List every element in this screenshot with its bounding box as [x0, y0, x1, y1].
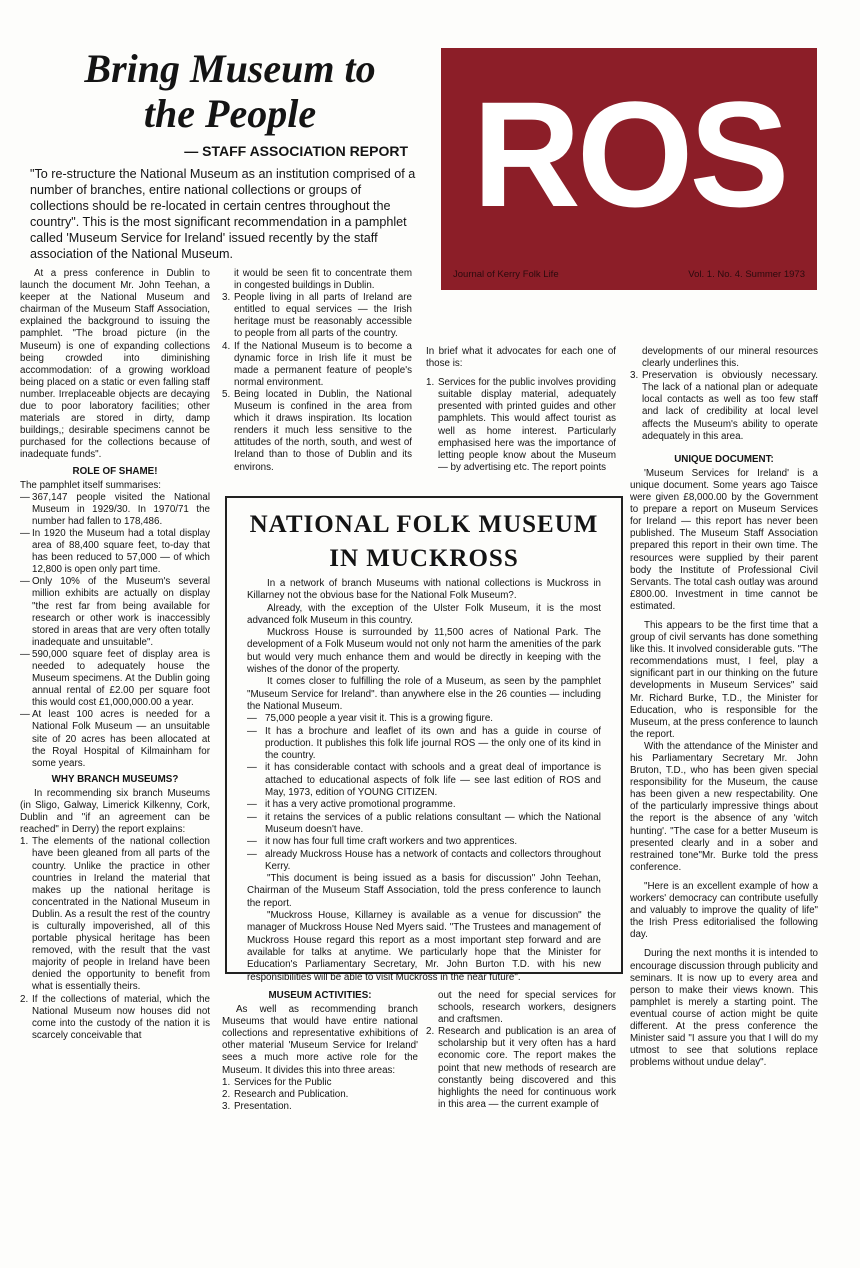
- role-of-shame-heading: ROLE OF SHAME!: [72, 465, 158, 477]
- activity-item: 3. Presentation.: [222, 1100, 292, 1112]
- unique-document-heading: UNIQUE DOCUMENT:: [674, 453, 774, 465]
- column-1: [20, 268, 210, 1042]
- unique-paragraph: With the attendance of the Minister and his Parliamentary Secretary Mr. John Bruton, T.D., who has been given special responsibility for the Museum, the cause has been given a new respectability. One of the particularly impressive things about the report is the absence of any 'witch hunting'. "The case for a better Museum is presented clearly and in a sober and restrained tone"Mr. Burke told the press conference.: [630, 740, 818, 873]
- masthead-title: ROS: [472, 70, 786, 238]
- box-list-item: — it retains the services of a public relations consultant — which the National Museum doesn't have.: [247, 811, 601, 835]
- area-item: 1. Services for the public involves providing suitable display material, adequately presented with printed guides and other pamphlets. This would affect tourist as well as home interest. Particularly emphasised here was the importance of letting people know about the Museum — by advertising etc. The report points: [426, 377, 616, 473]
- why-branch-museums-heading: WHY BRANCH MUSEUMS?: [51, 773, 179, 785]
- box-paragraph: "This document is being issued as a basis for discussion" John Teehan, Chairman of the Museum Staff Association, told the press conference to launch the report.: [247, 873, 601, 909]
- reason-item: 1. The elements of the national collection have been gleaned from all parts of the country. Unlike the practice in other countries in Ireland the material that makes up the national heritage is concentrated in the National Museum in Dublin. As a result the rest of the country is culturally impoverished, all of this portable physical heritage has been removed, with the result that the vast majority of people in Ireland have been denied the opportunity to benefit from what is essentially theirs.: [20, 836, 210, 993]
- intro-paragraph: "To re-structure the National Museum as an institution comprised of a number of branches, entire national collections or groups of collections should be re-located in certain centres throughout the country". This is the most significant recommendation in a pamphlet called 'Museum Service for Ireland' issued recently by the staff association of the National Museum.: [30, 167, 416, 261]
- box-paragraph: In a network of branch Museums with national collections is Muckross in Killarney not the obvious base for the National Folk Museum?.: [247, 578, 601, 602]
- summary-item: — At least 100 acres is needed for a National Folk Museum — an unsuitable site of 20 acres has been allocated at the Royal Hospital of Kilmainham for some years.: [20, 709, 210, 769]
- box-list-item: — it now has four full time craft workers and two apprentices.: [247, 836, 518, 848]
- headline: [40, 46, 420, 136]
- summary-item: — 367,147 people visited the National Museum in 1929/30. In 1970/71 the number had fallen to 178,486.: [20, 491, 210, 527]
- advocates-paragraph: In brief what it advocates for each one of those is:: [426, 346, 616, 370]
- masthead-issue: Vol. 1. No. 4. Summer 1973: [688, 269, 805, 280]
- box-title-line-2: IN MUCKROSS: [329, 545, 519, 572]
- area-item: 3. Preservation is obviously necessary. The lack of a national plan or adequate local contacts as well as too few staff and lack of credibility at local level affects the Museum's ability to operate adequately in this area.: [630, 370, 818, 442]
- unique-paragraph: "Here is an excellent example of how a workers' democracy can contribute usefully and valuably to improve the quality of life" the Irish Press editorialised the following day.: [630, 880, 818, 941]
- reason-item: 3. People living in all parts of Ireland are entitled to equal services — the Irish heritage must be reasonably accessible to people from all parts of the country.: [222, 292, 412, 340]
- reason-item: 5. Being located in Dublin, the National Museum is confined in the area from which it draws inspiration. Its location renders it much less sensitive to the attitudes of the north, south, and west of Ireland than to those of Dublin and its environs.: [222, 388, 412, 473]
- headline-line-1: Bring Museum to: [84, 46, 376, 91]
- masthead-subtitle: Journal of Kerry Folk Life: [453, 269, 559, 280]
- continued-text: it would be seen fit to concentrate them in congested buildings in Dublin.: [234, 268, 412, 292]
- box-paragraph: Muckross House is surrounded by 11,500 acres of National Park. The development of a Folk Museum would not only not harm the amenities of the park but would very much enhance them and would be directly in keeping with the wishes of the donor of the property.: [247, 627, 601, 676]
- column-5: [222, 986, 418, 1113]
- activities-paragraph: As well as recommending branch Museums that would have entire national collections and representative exhibitions of other material 'Museum Service for Ireland' sees a much more active role for the Museum. It divides this into three areas:: [222, 1004, 418, 1076]
- column-2: [222, 268, 412, 474]
- museum-activities-heading: MUSEUM ACTIVITIES:: [268, 990, 372, 1001]
- continued-text: developments of our mineral resources clearly underlines this.: [642, 346, 818, 370]
- unique-paragraph: 'Museum Services for Ireland' is a unique document. Some years ago Taisce were given £8,000.00 by the Government to prepare a report on Museum Services for Ireland — this report has never been published. The Museum Staff Association prepared this report in their own time. The resources were supplied by their parent body the Institute of Professional Civil Servants. The total cash outlay was around £800.00. Investment in time cannot be estimated.: [630, 467, 818, 612]
- activity-item: 2. Research and Publication.: [222, 1088, 349, 1100]
- column-4: [630, 346, 818, 1069]
- unique-paragraph: During the next months it is intended to encourage discussion through publicity and seminars. It is now up to every area and person to make their views known. This pamphlet is merely a starting point. The eventual course of action might be quite different. At the press conference the Minister said "I assure you that I will do my utmost to see that solutions replace problems without undue delay".: [630, 948, 818, 1069]
- summary-item: — Only 10% of the Museum's several million exhibits are actually on display "the rest far from being available for research or other work is inaccessibly stored in areas that are very often totally inadequate and unsuitable".: [20, 576, 210, 648]
- press-conference-paragraph: At a press conference in Dublin to launch the document Mr. John Teehan, a keeper at the National Museum and chairman of the Museum Staff Association, explained the background to issuing the pamphlet. "The broad picture (in the Museum) is one of expanding collections being crowded into diminishing accommodation: of a growing workload being placed on a static or even falling staff number. Irreplaceable objects are decaying due to poor laboratory facilities; other materials are stored in dirty, damp buildings,; desirable specimens cannot be purchased for the collections because of inadequate funds".: [20, 268, 210, 461]
- summary-item: — In 1920 the Museum had a total display area of 88,400 square feet, to-day that has been reduced to 57,000 — of which 12,800 is open only part time.: [20, 527, 210, 576]
- headline-line-2: the People: [143, 91, 317, 136]
- summary-item: — 590,000 square feet of display area is needed to adequately house the Museum specimens. At the Dublin going annual rental of £2.00 per square foot this would cost £1,000,000.00 a year.: [20, 648, 210, 709]
- area-item: 2. Research and publication is an area of scholarship but it very often has a hard economic core. The report makes the point that new methods of research are constantly being discovered and this highlights the need for continuous work in this area — the current example of: [426, 1026, 616, 1110]
- box-paragraph: "Muckross House, Killarney is available as a venue for discussion" the manager of Muckross House Ned Myers said. "The Trustees and management of Muckross House regard this report as a most important step forward and are available for talks at anytime. We particularly hope that the Minister for Education's Parliamentary Secretary, Mr. John Burton T.D. with his new responsibilities will be able to visit Muckross in the near future".: [247, 910, 601, 983]
- box-list-item: — it has considerable contact with schools and a great deal of importance is attached to educational aspects of folk life — see last edition of ROS and May, 1973, edition of YOUNG CITIZEN.: [247, 762, 601, 799]
- reason-item: 4. If the National Museum is to become a dynamic force in Irish life it must be made a permanent feature of people's normal environment.: [222, 340, 412, 388]
- summarises-line: The pamphlet itself summarises:: [20, 479, 162, 491]
- column-3: [426, 346, 616, 474]
- continued-text: out the need for special services for schools, research workers, designers and craftsmen.: [438, 990, 616, 1026]
- masthead: [441, 48, 817, 290]
- muckross-box: [225, 496, 623, 983]
- byline: — STAFF ASSOCIATION REPORT: [184, 143, 408, 159]
- box-title: [227, 508, 621, 576]
- box-list-item: — It has a brochure and leaflet of its own and has a guide in course of production. It publishes this folk life journal ROS — the only one of its kind in the country.: [247, 725, 601, 762]
- box-list-item: — 75,000 people a year visit it. This is a growing figure.: [247, 713, 493, 725]
- box-list-item: — already Muckross House has a network of contacts and collectors throughout Kerry.: [247, 848, 601, 872]
- box-paragraph: Already, with the exception of the Ulster Folk Museum, it is the most advanced folk Museum in this country.: [247, 602, 601, 626]
- reason-item: 2. If the collections of material, which the National Museum now houses did not come into the custody of the nation it is scarcely conceivable that: [20, 993, 210, 1041]
- column-6: [426, 990, 616, 1111]
- why-paragraph: In recommending six branch Museums (in Sligo, Galway, Limerick Kilkenny, Cork, Dublin and "if an agreement can be reached" in Derry) the report explains:: [20, 787, 210, 836]
- box-title-line-1: NATIONAL FOLK MUSEUM: [249, 511, 599, 538]
- box-list-item: — it has a very active promotional programme.: [247, 799, 456, 811]
- activity-item: 1. Services for the Public: [222, 1076, 332, 1088]
- unique-paragraph: This appears to be the first time that a group of civil servants has done something like this. It involved considerable guts. "The recommendations must, I feel, play a significant part in our thinking on the future developments in Museum Services" said Mr. Richard Burke, T.D., the Minister for Education, who is responsible for the Museum, at the press conference to launch the report.: [630, 619, 818, 740]
- box-body: [247, 578, 601, 984]
- box-paragraph: It comes closer to fulfilling the role of a Museum, as seen by the pamphlet "Museum Service for Ireland". than anywhere else in the 26 counties — including the National Museum.: [247, 676, 601, 712]
